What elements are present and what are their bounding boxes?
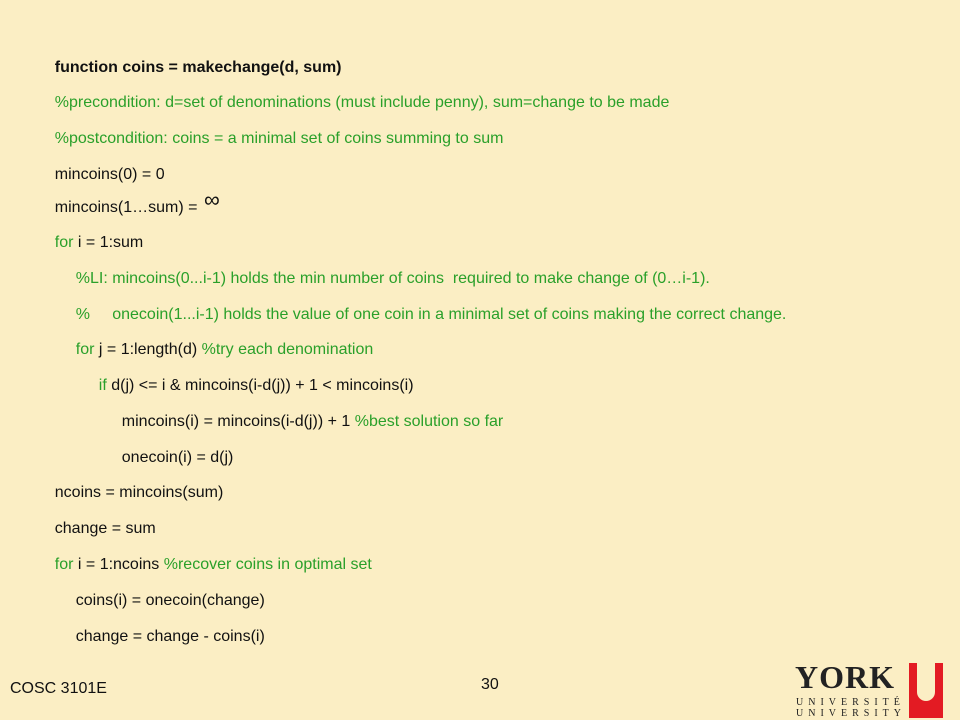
code-text: mincoins(1…sum) = <box>54 199 202 216</box>
precondition-comment: %precondition: d=set of denominations (must include penny), sum=change to be made <box>54 94 670 111</box>
function-signature: function coins = makechange(d, sum) <box>54 59 342 76</box>
postcondition-comment: %postcondition: coins = a minimal set of coins summing to sum <box>54 130 504 147</box>
inline-comment: %recover coins in optimal set <box>163 556 372 573</box>
code-text: onecoin(i) = d(j) <box>121 449 234 466</box>
infinity-symbol: ∞ <box>203 187 220 212</box>
york-university-logo <box>795 660 945 718</box>
code-text: change = change - coins(i) <box>75 628 265 645</box>
page-number: 30 <box>481 676 499 693</box>
course-code: COSC 3101E <box>10 680 107 697</box>
code-text: mincoins(0) = 0 <box>54 166 165 183</box>
inline-comment: %try each denomination <box>201 341 374 358</box>
code-text: d(j) <= i & mincoins(i-d(j)) + 1 < mincoins(i) <box>106 377 414 394</box>
logo-wordmark: YORK <box>795 659 895 695</box>
code-text: j = 1:length(d) <box>94 341 202 358</box>
keyword-for: for <box>54 234 74 251</box>
code-text: i = 1:ncoins <box>73 556 164 573</box>
code-text: i = 1:sum <box>73 234 144 251</box>
loop-invariant-comment: % onecoin(1...i-1) holds the value of one coin in a minimal set of coins making the correct change. <box>75 306 787 323</box>
logo-u-icon <box>909 663 943 718</box>
logo-english-name: UNIVERSITY <box>796 708 906 719</box>
code-text: coins(i) = onecoin(change) <box>75 592 265 609</box>
code-text: ncoins = mincoins(sum) <box>54 484 224 501</box>
inline-comment: %best solution so far <box>354 413 504 430</box>
code-text: mincoins(i) = mincoins(i-d(j)) + 1 <box>121 413 355 430</box>
loop-invariant-comment: %LI: mincoins(0...i-1) holds the min number of coins required to make change of (0…i-1). <box>75 270 710 287</box>
keyword-for: for <box>54 556 74 573</box>
keyword-if: if <box>98 377 107 394</box>
code-text: change = sum <box>54 520 156 537</box>
keyword-for: for <box>75 341 95 358</box>
logo-french-name: UNIVERSITÉ <box>796 697 905 708</box>
code-line-17 <box>58 607 265 667</box>
